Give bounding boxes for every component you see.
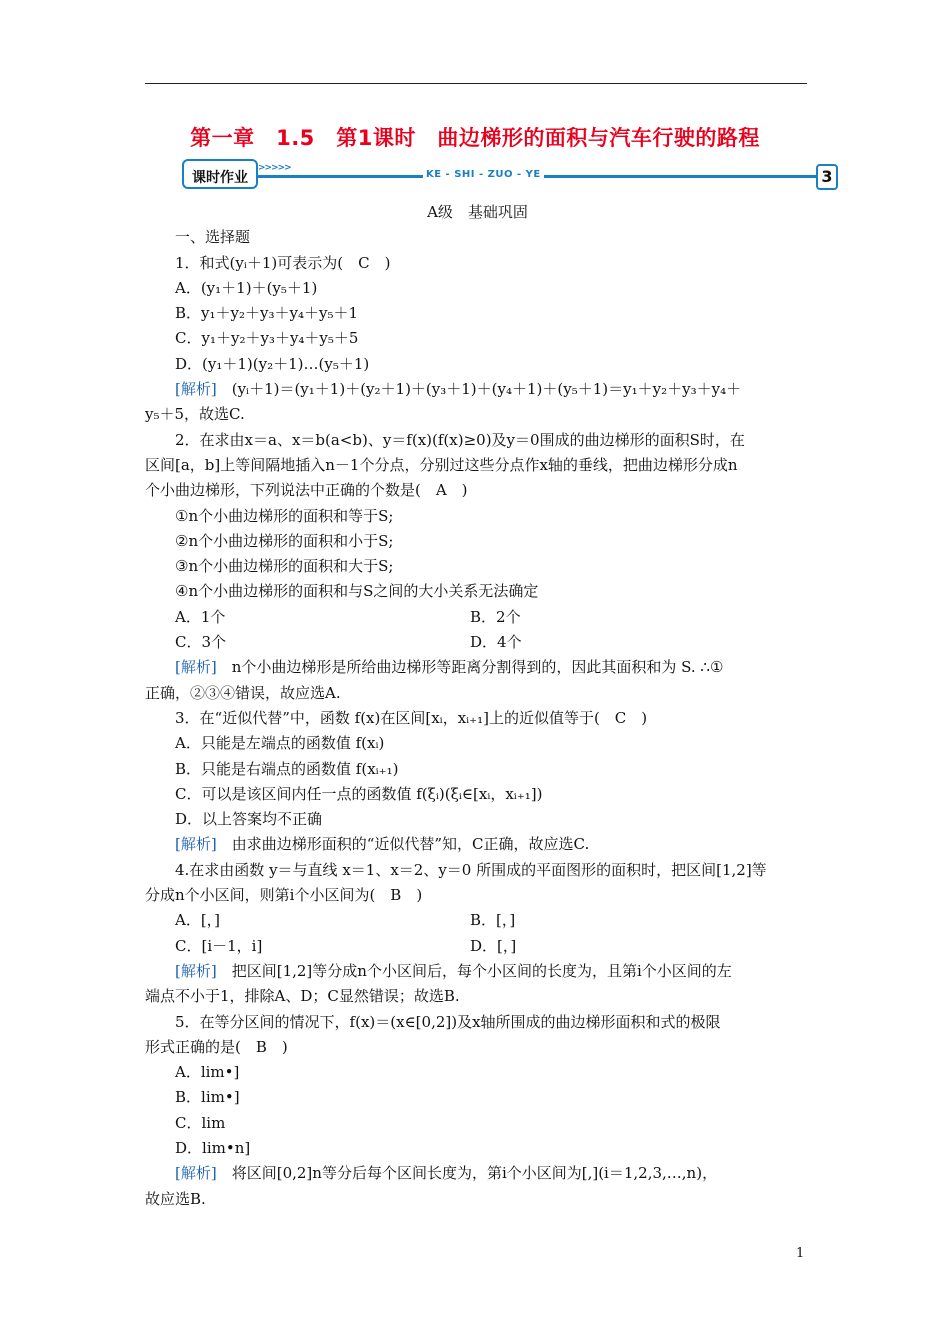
q4-options-ab (145, 908, 810, 933)
page-number: 1 (796, 1246, 805, 1261)
header-rule (145, 83, 807, 84)
q5-option-d: D．lim•n] (175, 1138, 251, 1157)
q3-option-c: C．可以是该区间内任一点的函数值 f(ξᵢ)(ξᵢ∈[xᵢ，xᵢ₊₁]) (175, 784, 543, 803)
q2-option-c: C．3个 (175, 633, 227, 652)
q3-option-d: D．以上答案均不正确 (175, 810, 323, 829)
analysis-tag: [解析] (175, 380, 217, 399)
q1-option-a: A．(y₁＋1)＋(y₅＋1) (175, 278, 318, 297)
q2-analysis (145, 655, 810, 680)
analysis-text: (yᵢ＋1)＝(y₁＋1)＋(y₂＋1)＋(y₃＋1)＋(y₄＋1)＋(y₅＋1)＝y₁＋y₂＋y₃＋y₄＋ (216, 380, 742, 399)
question-4-line-2: 分成n个小区间，则第i个小区间为( B ) (145, 886, 423, 905)
q2-statement-4: ④n个小曲边梯形的面积和与S之间的大小关系无法确定 (175, 582, 539, 601)
analysis-text: 将区间[0,2]n等分后每个区间长度为，第i个小区间为[,](i＝1,2,3,…,n)， (216, 1164, 718, 1183)
q3-option-b: B．只能是右端点的函数值 f(xᵢ₊₁) (175, 759, 399, 778)
question-2-line-3: 个小曲边梯形，下列说法中正确的个数是( A ) (145, 481, 468, 500)
q3-option-a: A．只能是左端点的函数值 f(xᵢ) (175, 734, 385, 753)
question-2-line-2: 区间[a，b]上等间隔地插入n－1个分点，分别过这些分点作x轴的垂线，把曲边梯形分成n (145, 455, 738, 474)
question-5-line-1: 5．在等分区间的情况下，f(x)＝(x∈[0,2])及x轴所围成的曲边梯形面积和式的极限 (175, 1012, 721, 1031)
q4-option-b: B．[，] (470, 911, 516, 930)
q2-option-d: D．4个 (470, 633, 522, 652)
q4-option-d: D．[，] (470, 936, 517, 955)
analysis-text: 由求曲边梯形面积的“近似代替”知，C正确，故应选C. (216, 835, 590, 854)
q4-analysis (145, 959, 810, 984)
page-title: 第一章 1.5 第1课时 曲边梯形的面积与汽车行驶的路程 (190, 126, 760, 150)
q5-option-a: A．lim•] (175, 1063, 240, 1082)
q1-option-c: C．y₁＋y₂＋y₃＋y₄＋y₅＋5 (175, 329, 359, 348)
question-1: 1．和式(yᵢ＋1)可表示为( C ) (175, 253, 391, 272)
question-5-line-2: 形式正确的是( B ) (145, 1037, 288, 1056)
q4-options-cd (145, 934, 810, 959)
q3-analysis (145, 832, 810, 857)
q4-option-a: A．[，] (175, 911, 221, 930)
q1-option-d: D．(y₁＋1)(y₂＋1)…(y₅＋1) (175, 354, 370, 373)
q2-options-cd (145, 630, 810, 655)
q1-option-b: B．y₁＋y₂＋y₃＋y₄＋y₅＋1 (175, 304, 359, 323)
q1-analysis-cont: y₅＋5，故选C. (145, 405, 245, 424)
banner-label-box (182, 159, 258, 189)
banner-pinyin: KE - SHI - ZUO - YE (423, 169, 544, 180)
banner-arrows: >>>>> (258, 163, 291, 173)
section-title: A级 基础巩固 (427, 203, 528, 221)
homework-banner (178, 158, 838, 192)
question-4-line-1: 4.在求由函数 y＝与直线 x＝1、x＝2、y＝0 所围成的平面图形的面积时，把区间[1,2]等 (175, 860, 767, 879)
q2-options-ab (145, 605, 810, 630)
question-2-line-1: 2．在求由x＝a、x＝b(a<b)、y＝f(x)(f(x)≥0)及y＝0围成的曲边梯形的面积S时，在 (175, 430, 745, 449)
q2-statement-1: ①n个小曲边梯形的面积和等于S; (175, 506, 394, 525)
q2-statement-2: ②n个小曲边梯形的面积和小于S; (175, 531, 394, 550)
q1-analysis (145, 377, 810, 402)
q4-option-c: C．[i－1，i] (175, 936, 263, 955)
q5-analysis (145, 1161, 810, 1186)
analysis-text: 把区间[1,2]等分成n个小区间后，每个小区间的长度为，且第i个小区间的左 (216, 961, 732, 980)
q5-option-b: B．lim•] (175, 1088, 240, 1107)
analysis-tag: [解析] (175, 835, 217, 854)
document-body (145, 200, 810, 1212)
q2-option-b: B．2个 (470, 607, 521, 626)
q2-option-a: A．1个 (175, 607, 226, 626)
banner-number: 3 (816, 164, 838, 190)
q5-option-c: C．lim (175, 1113, 226, 1132)
part-title: 一、选择题 (175, 228, 251, 247)
q2-analysis-cont: 正确，②③④错误，故应选A. (145, 683, 341, 702)
q2-statement-3: ③n个小曲边梯形的面积和大于S; (175, 557, 394, 576)
question-3: 3．在“近似代替”中，函数 f(x)在区间[xᵢ，xᵢ₊₁]上的近似值等于( C ) (175, 708, 648, 727)
q4-analysis-cont: 端点不小于1，排除A、D；C显然错误；故选B. (145, 987, 460, 1006)
q5-analysis-cont: 故应选B. (145, 1189, 206, 1208)
analysis-text: n个小曲边梯形是所给曲边梯形等距离分割得到的，因此其面积和为 S. ∴① (216, 658, 724, 677)
analysis-tag: [解析] (175, 1164, 217, 1183)
analysis-tag: [解析] (175, 961, 217, 980)
banner-label: 课时作业 (192, 170, 248, 186)
analysis-tag: [解析] (175, 658, 217, 677)
